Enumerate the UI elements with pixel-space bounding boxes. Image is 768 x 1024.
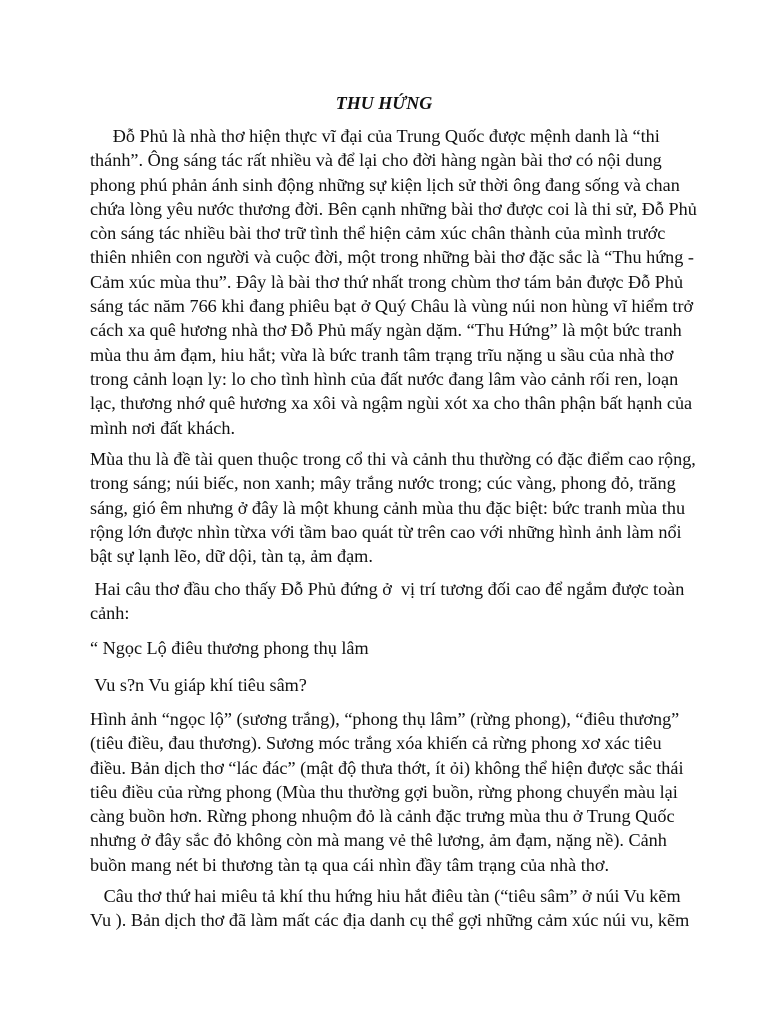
text-line: nhưng ở đây sắc đỏ không còn mà mang vẻ thê lương, ảm đạm, nặng nề). Cảnh: [90, 830, 667, 851]
text-line: sáng, gió êm nhưng ở đây là một khung cảnh mùa thu đặc biệt: bức tranh mùa thu: [90, 497, 686, 518]
text-line: chứa lòng yêu nước thương đời. Bên cạnh những bài thơ được coi là thi sử, Đỗ Phủ: [90, 198, 697, 219]
text-line: Vu s?n Vu giáp khí tiêu sâm?: [90, 675, 307, 695]
text-line: Vu ). Bản dịch thơ đã làm mất các địa danh cụ thể gợi những cảm xúc núi vu, kẽm: [90, 910, 690, 931]
text-line: mình nơi đất khách.: [90, 417, 235, 438]
paragraph-autumn-theme: [90, 447, 696, 568]
text-line: “ Ngọc Lộ điêu thương phong thụ lâm: [90, 638, 369, 658]
paragraph-second-line: [90, 884, 690, 933]
text-line: rộng lớn được nhìn từxa với tầm bao quát từ trên cao với những hình ảnh làm nổi: [90, 521, 682, 542]
text-line: (tiêu điều, đau thương). Sương móc trắng xóa khiến cả rừng phong xơ xác tiêu: [90, 733, 662, 754]
document-title: THU HỨNG: [335, 93, 433, 113]
text-line: Câu thơ thứ hai miêu tả khí thu hứng hiu hắt điêu tàn (“tiêu sâm” ở núi Vu kẽm: [90, 886, 681, 906]
text-line: cách xa quê hương nhà thơ Đỗ Phủ mấy ngàn dặm. “Thu Hứng” là một bức tranh: [90, 320, 682, 341]
text-line: buồn mang nét bi thương tàn tạ qua cái nhìn đầy tâm trạng của nhà thơ.: [90, 854, 610, 875]
text-line: Cảm xúc mùa thu”. Đây là bài thơ thứ nhất trong chùm thơ tám bản được Đỗ Phủ: [90, 271, 684, 292]
poem-line-1: [90, 636, 690, 660]
text-line: bật sự lạnh lẽo, dữ dội, tàn tạ, ảm đạm.: [90, 546, 373, 567]
text-line: lạc, thương nhớ quê hương xa xôi và ngậm ngùi xót xa cho thân phận bất hạnh của: [90, 393, 693, 414]
text-line: thánh”. Ông sáng tác rất nhiều và để lại cho đời hàng ngàn bài thơ có nội dung: [90, 150, 662, 171]
text-line: Đỗ Phủ là nhà thơ hiện thực vĩ đại của Trung Quốc được mệnh danh là “thi: [90, 126, 660, 146]
text-line: thiên nhiên con người và cuộc đời, một trong những bài thơ đặc sắc là “Thu hứng -: [90, 247, 694, 268]
paragraph-intro: [90, 124, 697, 440]
text-line: sáng tác năm 766 khi đang phiêu bạt ở Quý Châu là vùng núi non hùng vĩ hiểm trở: [90, 296, 694, 317]
text-line: phong phú phản ánh sinh động những sự kiện lịch sử thời ông đang sống và chan: [90, 174, 680, 195]
text-line: trong sáng; núi biếc, non xanh; mây trắng nước trong; cúc vàng, phong đỏ, trăng: [90, 473, 676, 494]
text-line: Hình ảnh “ngọc lộ” (sương trắng), “phong thụ lâm” (rừng phong), “điêu thương”: [90, 709, 680, 729]
text-line: Mùa thu là đề tài quen thuộc trong cổ thi và cảnh thu thường có đặc điểm cao rộng,: [90, 449, 696, 469]
text-line: trong cảnh loạn ly: lo cho tình hình của đất nước đang lâm vào cảnh rối ren, loạn: [90, 368, 679, 389]
paragraph-imagery: [90, 707, 690, 877]
text-line: còn sáng tác nhiều bài thơ trữ tình thể hiện cảm xúc chân thành của mình trước: [90, 223, 666, 244]
text-line: Hai câu thơ đầu cho thấy Đỗ Phủ đứng ở vị trí tương đối cao để ngắm được toàn: [90, 579, 685, 599]
text-line: càng buồn hơn. Rừng phong nhuộm đỏ là cảnh đặc trưng mùa thu ở Trung Quốc: [90, 806, 675, 827]
text-line: điều. Bản dịch thơ “lác đác” (mật độ thưa thớt, ít ỏi) không thể hiện được sắc thái: [90, 757, 684, 778]
text-line: mùa thu ảm đạm, hiu hắt; vừa là bức tranh tâm trạng trĩu nặng u sầu của nhà thơ: [90, 344, 674, 365]
paragraph-first-lines: [90, 577, 690, 626]
text-line: tiêu điều của rừng phong (Mùa thu thường gợi buồn, rừng phong chuyển màu lại: [90, 781, 678, 802]
poem-line-2: [90, 673, 690, 697]
text-line: cảnh:: [90, 603, 130, 624]
